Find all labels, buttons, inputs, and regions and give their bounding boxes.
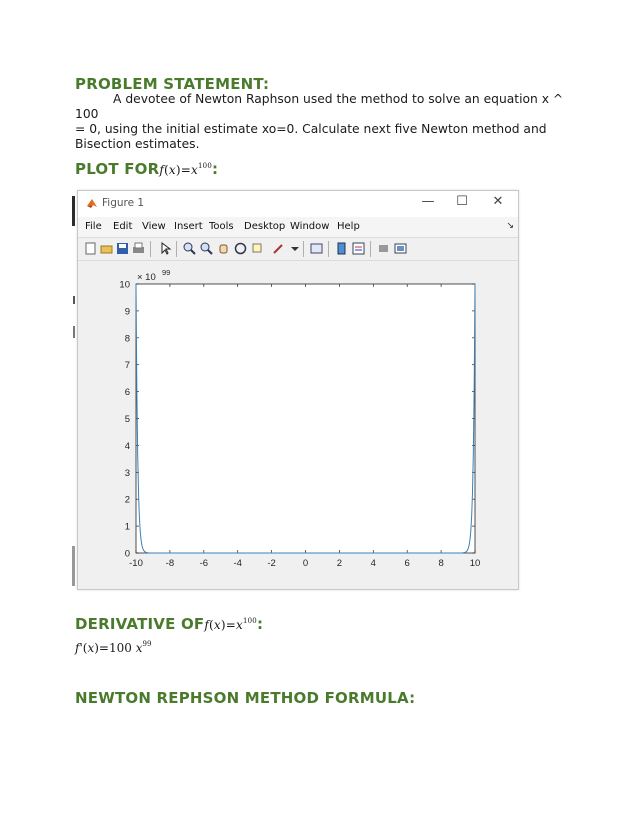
menu-window[interactable]: Window	[290, 221, 330, 232]
menu-help[interactable]: Help	[337, 221, 360, 232]
math-f: f	[159, 163, 165, 177]
x-tick-label: -8	[165, 558, 175, 569]
formula-f: f	[75, 641, 80, 655]
menu-edit[interactable]: Edit	[113, 221, 133, 232]
y-tick-label: 9	[124, 306, 130, 318]
plot-area[interactable]	[78, 191, 518, 589]
x-tick-label: -2	[267, 558, 276, 569]
newton-method-heading: NEWTON REPHSON METHOD FORMULA:	[75, 689, 416, 707]
figure-window	[77, 190, 519, 590]
y-scale-exponent: 99	[162, 268, 171, 277]
formula-x: x	[87, 641, 95, 655]
x-tick-label: -10	[129, 558, 143, 569]
problem-statement-heading: PROBLEM STATEMENT:	[75, 75, 270, 93]
y-tick-label: 0	[124, 548, 130, 560]
x-tick-label: 4	[370, 558, 376, 569]
y-tick-label: 4	[124, 440, 130, 452]
math-exp: 100	[243, 617, 257, 625]
y-tick-label: 6	[124, 387, 130, 399]
formula-prime: '	[79, 641, 83, 655]
y-tick-label: 5	[124, 414, 130, 425]
y-scale-label: × 10	[137, 272, 156, 283]
plot-heading-math: $f(x)=x^{100}$	[159, 162, 212, 177]
math-x: x	[168, 163, 176, 177]
math-f: f	[204, 618, 210, 632]
x-tick-label: 6	[404, 558, 410, 569]
y-tick-label: 7	[124, 360, 130, 372]
close-button[interactable]: ✕	[492, 194, 504, 209]
math-x2: x	[236, 618, 243, 632]
menu-file[interactable]: File	[85, 221, 102, 232]
math-exp: 100	[198, 162, 212, 170]
axes-box	[136, 284, 475, 553]
problem-line-1	[75, 92, 565, 122]
menu-view[interactable]: View	[142, 221, 166, 232]
derivative-heading-math: $f(x)=x^{100}$	[204, 617, 257, 632]
menu-tools[interactable]: Tools	[209, 221, 234, 232]
y-tick-label: 8	[124, 333, 130, 345]
problem-statement-text	[75, 92, 565, 152]
x-tick-label: 8	[438, 558, 444, 569]
y-tick-label: 10	[119, 279, 130, 291]
x-tick-label: 0	[302, 558, 309, 569]
x-tick-label: 2	[336, 558, 343, 569]
plot-heading-text: PLOT FOR	[75, 160, 160, 178]
y-tick-label: 1	[124, 521, 130, 533]
derivative-formula: f'(x)=100 $x^{99}$	[75, 640, 152, 655]
math-x: x	[213, 618, 221, 632]
menu-desktop[interactable]: Desktop	[244, 221, 286, 232]
y-tick-label: 3	[124, 467, 130, 479]
left-edge-marks	[72, 196, 76, 586]
x-tick-label: 10	[469, 558, 481, 569]
derivative-heading-text: DERIVATIVE OF	[75, 615, 205, 633]
minimize-button[interactable]: —	[421, 194, 435, 209]
plot-heading-colon: :	[211, 160, 219, 178]
plot-heading	[75, 160, 218, 178]
x-tick-label: -4	[233, 558, 242, 569]
derivative-heading	[75, 615, 263, 633]
derivative-heading-colon: :	[256, 615, 264, 633]
maximize-button[interactable]: ☐	[456, 194, 468, 209]
formula-exp: 99	[142, 640, 152, 648]
math-eq: =	[180, 163, 192, 177]
dock-arrow-icon[interactable]: ↘	[506, 221, 514, 231]
y-tick-label: 2	[124, 494, 130, 506]
problem-line-1-text: A devotee of Newton Raphson used the method to solve an equation x ^ 100	[75, 92, 564, 121]
problem-line-3: Bisection estimates.	[75, 137, 200, 151]
formula-rhs: =100	[98, 641, 132, 655]
menu-insert[interactable]: Insert	[174, 221, 203, 232]
x-tick-label: -6	[199, 558, 209, 569]
problem-line-2: = 0, using the initial estimate xo=0. Calculate next five Newton method and	[75, 122, 547, 136]
figure-title: Figure 1	[102, 197, 145, 209]
math-eq: =	[225, 618, 237, 632]
formula-var: x	[135, 641, 143, 655]
math-x2: x	[191, 163, 199, 177]
